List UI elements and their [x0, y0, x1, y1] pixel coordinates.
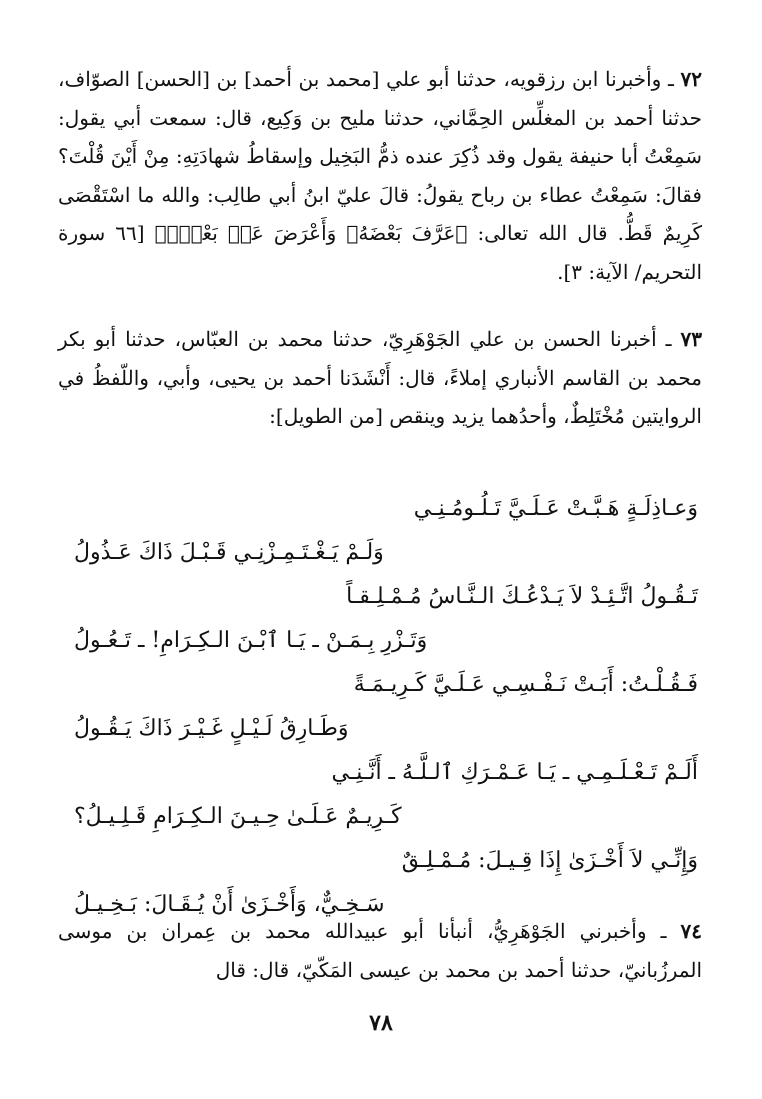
paragraph-72 — [58, 60, 702, 291]
verse-line: كَـرِيـمٌ عَـلَـىٰ حِـيـنَ الـكِـرَامِ قَـلِـيـلُ؟ — [74, 804, 402, 829]
paragraph-text: ـ أخبرنا الحسن بن علي الجَوْهَرِيّ، حدثنا محمد بن العبّاس، حدثنا أبو بكر محمد بن القاسم الأنباري إملاءً، قال: أَنْشَدَنا أحمد بن يحيى، وأبي، واللّفظُ في الروايتين مُخْتَلِطٌ، وأحدُهما يزيد وينقص [من الطويل]: — [58, 327, 702, 428]
page-number: ٧٨ — [369, 1010, 393, 1036]
verse-line: فَـقُـلْـتُ: أَبَـتْ نَـفْـسِـي عَـلَـيَّ كَـرِيـمَـةً — [353, 672, 698, 697]
verse-line: وَعـاذِلَـةٍ هَـبَّـتْ عَـلَـيَّ تَـلُـومُـنِـي — [413, 496, 698, 521]
verse-line: وَلَـمْ يَـغْـتَـمِـزْنِـي قَـبْـلَ ذَاكَ عَـذُولُ — [74, 540, 384, 565]
verse-line: سَـخِـيٌّ، وَأَخْـزَىٰ أَنْ يُـقَـالَ: بَـخِـيـلُ — [74, 892, 385, 917]
verse-line: وَطَـارِقُ لَـيْـلٍ غَـيْـرَ ذَاكَ يَـقُـولُ — [74, 716, 349, 741]
paragraph-number: ٧٣ — [680, 327, 702, 351]
paragraph-74 — [58, 912, 702, 989]
paragraph-73 — [58, 320, 702, 436]
paragraph-number: ٧٤ — [680, 919, 702, 943]
paragraph-text: ـ وأخبرني الجَوْهَرِيُّ، أنبأنا أبو عبيدالله محمد بن عِمران بن موسى المرزُبانيّ، حدثنا أحمد بن محمد بن عيسى المَكّيّ، قال: قال — [58, 919, 702, 982]
verse-line: تَـقُـولُ اتَّـئِـدْ لاَ يَـدْعُـكَ الـنَّـاسُ مُـمْـلِـقـاً — [346, 584, 698, 609]
verse-line: وَتَـزْرِ بِـمَـنْ ـ يَـا ٱبْـنَ الـكِـرَامِ! ـ تَـعُـولُ — [74, 628, 428, 653]
paragraph-number: ٧٢ — [680, 67, 702, 91]
paragraph-text: ـ وأخبرنا ابن رزقويه، حدثنا أبو علي [محمد بن أحمد] بن [الحسن] الصوّاف، حدثنا أحمد بن المغلِّس الحِمَّاني، حدثنا مليح بن وَكِيع، قال: سمعت أبي يقول: سَمِعْتُ أبا حنيفة يقول وقد ذُكِرَ عنده ذمُّ البَخِيل وإسقاطُ شهادَتِهِ: مِنْ أَيْنَ قُلْتَ؟ فقالَ: سَمِعْتُ عطاء بن رباح يقولُ: قالَ عليّ ابنُ أبي طالِب: والله ما اسْتَقْصَى كَرِيمٌ قَطُّ. قال الله تعالى: ﴿عَرَّفَ بَعْضَهُۥ وَأَعْرَضَ عَنۢ بَعْضٍۖ﴾ [٦٦ سورة التحريم/ الآية: ٣]. — [58, 67, 702, 284]
verse-line: وَإِنِّـي لاَ أَخْـزَىٰ إِذَا قِـيـلَ: مُـمْـلِـقٌ — [401, 848, 698, 873]
verse-line: أَلَـمْ تَـعْـلَـمِـي ـ يَـا عَـمْـرَكِ ٱلـلَّـهُ ـ أَنَّـنِـي — [331, 760, 698, 785]
